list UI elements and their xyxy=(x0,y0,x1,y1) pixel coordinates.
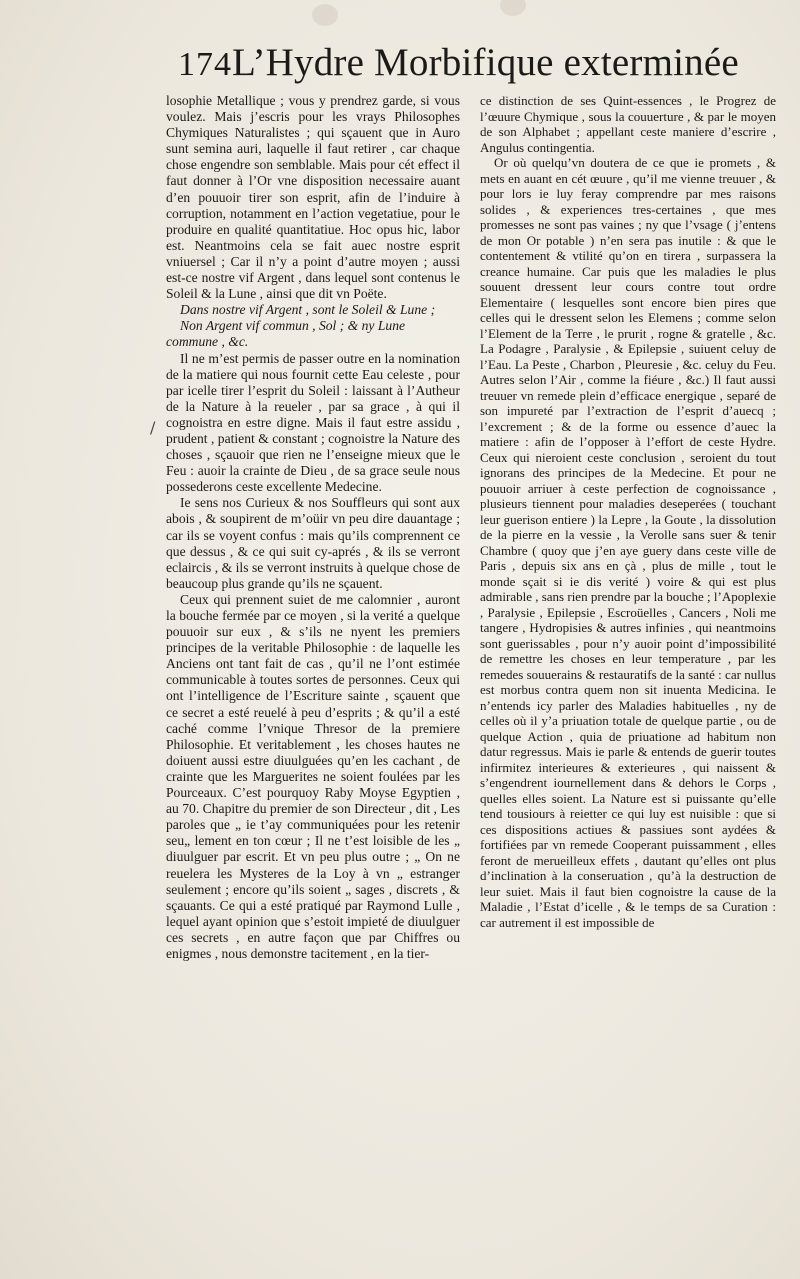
running-head: L’Hydre Morbifique exterminée xyxy=(232,41,739,84)
paragraph: losophie Metallique ; vous y prendrez garde, si vous voulez. Mais j’escris pour les vrays Philosophes Chymiques Naturalistes ; qui sçauent que in Auro sunt semina auri, laquelle il faut retirer , car chaque chose engendre son semblable. Mais pour cét effect il faut donner à l’Or vne disposition necessaire auant d’en pouuoir tirer son esprit, afin de l’induire à corruption, notamment en l’action vegetatiue, pour le produire en qualité quantitatiue. Hoc opus hic, labor est. Neantmoins cela se fait auec nostre esprit vniuersel ; Car il n’y a point d’autre moyen ; aussi est-ce nostre vif Argent , dans lequel sont contenus le Soleil & la Lune , ainsi que dit vn Poëte. xyxy=(166,93,460,302)
verse-line: Dans nostre vif Argent , sont le Soleil & Lune ; xyxy=(180,302,436,318)
page-header xyxy=(178,40,739,90)
right-column xyxy=(480,93,776,1243)
paragraph: Ie sens nos Curieux & nos Souffleurs qui sont aux abois , & soupirent de m’oüir vn peu dire dauantage ; car ils se voyent confus : mais qu’ils comprennent ce que dessus , & ce qui suit cy-aprés , & ils se verront eclaircis , & ils se verront instruits à quelque chose de beaucoup plus grande qu’ils ne sçauent. xyxy=(166,495,460,591)
paragraph: Or où quelqu’vn doutera de ce que ie promets , & mets en auant en cét œuure , qu’il me vienne treuuer , & pour lors ie luy feray comprendre par mes raisons solides , & experiences tres-certaines , que mes promesses ne sont pas vaines ; ny que l’vsage ( j’entens de mon Or potable ) n’en sera pas inutile : & que le contentement & vtilité qu’on en tirera , surpassera la creance humaine. Car puis que les maladies le plus souuent dressent leur cours contre tout ordre Elementaire ( lesquelles sont encore bien pires que celles qui le dressent selon les Elemens ; comme selon l’Element de la Terre , le prurit , rogne & gratelle , &c. La Podagre , Paralysie , & Epilepsie , suiuent celuy de l’Eau. La Peste , Charbon , Pleuresie , &c. celuy du Feu. Autres selon l’Air , comme la fiéure , &c.) Il faut aussi treuuer vn remede plein d’efficace energique , separé de son impureté par l’extraction de l’esprit d’auecq ; l’excrement ; & de la forme ou essence d’auec la matiere : afin de l’opposer à l’effort de ceste Hydre. Ceux qui nieroient ceste conclusion , seroient du tout ignorans des principes de la Medecine. Et pour ne pouuoir arriuer à ceste perfection de cognoissance , plusieurs tiennent pour maladies deseperées ( touchant leur guerison entiere ) la Lepre , la Goute , la dissolution de la pierre en la vessie , la Verolle sans suer & tenir Chambre ( quoy que j’en aye guery dans ceste ville de Paris , depuis six ans en çà , plus de mille , tout le monde sçait si ie dis verité ) voire & qui est plus admirable , sans rien prendre par la bouche ; l’Apoplexie , Paralysie , Epilepsie , Escroüelles , Cancers , Noli me tangere , Hydropisies & autres infinies , qui neantmoins sont guerissables , pour n’y auoir point d’impossibilité de remettre les choses en leur temperature , par les remedes souuerains & restauratifs de la santé : car nullus est morbus contra quem non sit inuenta Medicina. Ie n’entends icy parler des Maladies habituelles , ny de celles où il y’a priuation totale de quelque partie , ou de quelque Action , quia de priuatione ad habitum non datur regressus. Mais ie parle & entends de guerir toutes infirmitez interieures & exterieures , qui naissent & s’engendrent iournellement dans & dehors le Corps , quelles elles soient. La Nature est si puissante qu’elle tend tousiours à reietter ce qui luy est nuisible : que si ces dispositions actiues & passiues sont aydées & fortifiées par vn remede Cooperant puissamment , elles feront de merueilleux effets , dautant qu’elles ont plus d’inclination à la conseruation , qu’à la destruction de leur suiet. Mais il faut bien cognoistre la cause de la Maladie , l’Estat d’icelle , & le temps de sa Curation : car autrement il est impossible de xyxy=(480,155,776,930)
left-column xyxy=(166,93,460,1243)
page-number: 174 xyxy=(178,46,232,83)
margin-mark: / xyxy=(150,418,156,437)
paragraph: Il ne m’est permis de passer outre en la nomination de la matiere qui nous fournit cette Eau celeste , pour par icelle tirer l’esprit du Soleil : laissant à l’Autheur de la Nature à la reueler , par sa grace , à qui il cognoistra en estre digne. Mais il faut estre assidu , prudent , patient & constant ; cognoistre la Nature des choses , sçauoir que rien ne l’enseigne mieux que le Feu : auoir la crainte de Dieu , de sa grace seule nous possederons ceste excellente Medecine. xyxy=(166,350,460,495)
paragraph: Ceux qui prennent suiet de me calomnier , auront la bouche fermée par ce moyen , si la verité a quelque pouuoir sur eux , & s’ils ne nyent les premiers principes de la veritable Philosophie : de laquelle les Anciens ont tant fait de cas , qu’il ne l’ont estimée communicable à toutes sortes de personnes. Ceux qui ont l’intelligence de l’Escriture sainte , sçauent que ce secret a esté reuelé à peu d’esprits ; & qu’il a esté caché comme l’vnique Thresor de la premiere Philosophie. Et veritablement , les choses hautes ne doiuent aussi estre diuulguées qu’en les cachant , de crainte que les Marguerites ne soient foulées par les Pourceaux. C’est pourquoy Raby Moyse Egyptien , au 70. Chapitre du premier de son Directeur , dit , Les paroles que „ ie t’ay communiquées pour les retenir seu„ lement en ton cœur ; Il ne t’est loisible de les „ diuulguer par escrit. Et vn peu plus outre ; „ On ne reuelera les Mysteres de la Loy à vn „ estranger seulement ; encore qu’ils soient „ sages , discrets , & sçauants. Ce qui a esté pratiqué par Raymond Lulle , lequel ayant opinion que s’estoit impieté de diuulguer ces secrets , en autre façon que par Chiffres ou enigmes , nous demonstre tacitement , en la tier- xyxy=(166,591,460,961)
verse-line: Non Argent vif commun , Sol ; & ny Lune commune , &c. xyxy=(166,318,406,350)
paper-stain xyxy=(500,0,526,16)
paragraph: ce distinction de ses Quint-essences , le Progrez de l’œuure Chymique , sous la couuerture , & par le moyen de son Alphabet ; appellant ceste maniere d’escrire , Angulus contingentia. xyxy=(480,93,776,155)
paper-stain xyxy=(312,4,338,26)
